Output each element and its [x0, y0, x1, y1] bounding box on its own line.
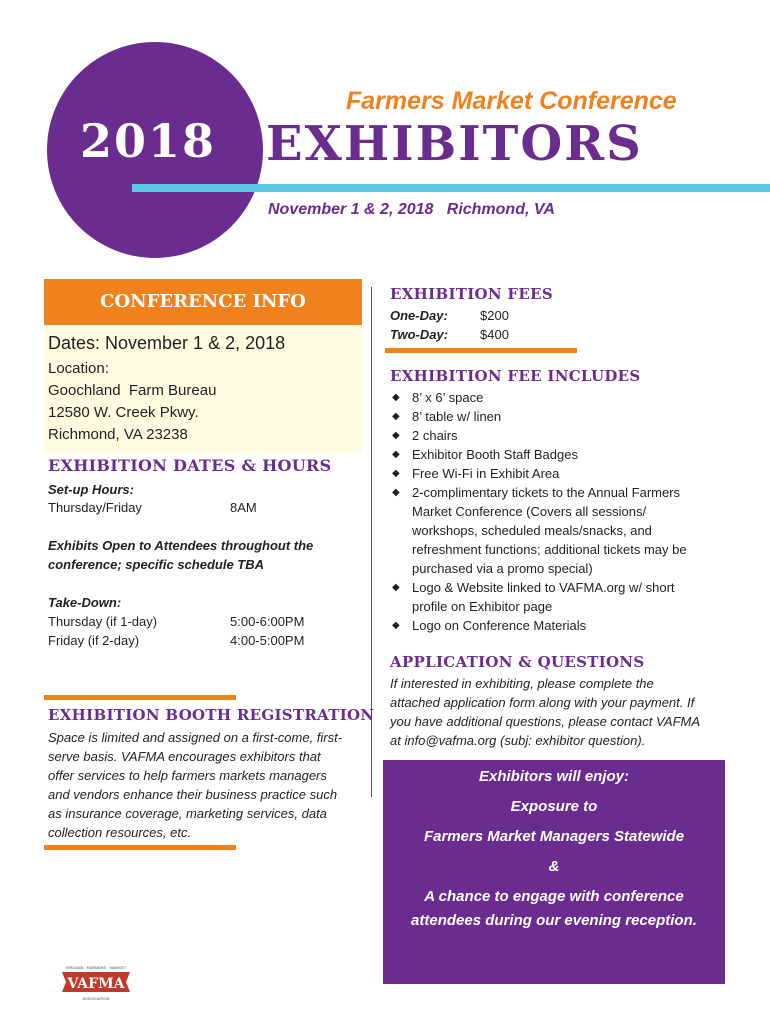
location-line: 12580 W. Creek Pkwy. [48, 404, 199, 421]
application-text-line: attached application form along with your payment. If [390, 695, 695, 710]
conference-info-heading: CONFERENCE INFO [100, 291, 306, 312]
dates-hours-heading: EXHIBITION DATES & HOURS [48, 456, 332, 475]
fee-includes-list [390, 388, 730, 635]
diamond-bullet-icon: ◆ [392, 411, 400, 422]
logo-name: VAFMA [67, 976, 125, 992]
application-text [390, 674, 735, 750]
diamond-bullet-icon: ◆ [392, 582, 400, 593]
application-text-line: If interested in exhibiting, please complete the [390, 676, 654, 691]
exhibitors-title: EXHIBITORS [266, 116, 643, 172]
year-title: 2018 [80, 114, 217, 168]
takedown-time: 5:00-6:00PM [230, 614, 305, 629]
list-item [390, 483, 730, 578]
list-item-text: 2 chairs [412, 428, 458, 443]
booth-text-line: offer services to help farmers markets managers [48, 768, 327, 783]
diamond-bullet-icon: ◆ [392, 449, 400, 460]
list-item [390, 407, 730, 426]
benefits-line: attendees during our evening reception. [411, 912, 697, 929]
booth-registration-heading: EXHIBITION BOOTH REGISTRATION [48, 706, 375, 724]
setup-days: Thursday/Friday [48, 500, 142, 515]
list-item-text: profile on Exhibitor page [412, 599, 553, 614]
fee-label: Two-Day: [390, 327, 449, 342]
benefits-line: A chance to engage with conference [424, 888, 684, 905]
fees-heading: EXHIBITION FEES [390, 285, 553, 303]
booth-text-line: collection resources, etc. [48, 825, 192, 840]
booth-text-line: serve basis. VAFMA encourages exhibitors that [48, 749, 321, 764]
booth-registration-text [48, 728, 366, 842]
list-item [390, 464, 730, 483]
list-item-text: purchased via a promo special) [412, 561, 593, 576]
conference-dates: Dates: November 1 & 2, 2018 [48, 333, 286, 353]
takedown-time: 4:00-5:00PM [230, 633, 305, 648]
fee-price: $200 [480, 308, 509, 323]
list-item-text: workshops, scheduled meals/snacks, and [412, 523, 652, 538]
header-divider [132, 184, 770, 192]
list-item-text: 8’ x 6’ space [412, 390, 484, 405]
booth-text-line: Space is limited and assigned on a first-come, first- [48, 730, 343, 745]
list-item-text: 2-complimentary tickets to the Annual Farmers [412, 485, 681, 500]
event-dates-location: November 1 & 2, 2018 Richmond, VA [268, 201, 555, 218]
benefits-line: Exposure to [510, 798, 598, 815]
list-item-text: 8’ table w/ linen [412, 409, 502, 424]
vafma-logo-mark [58, 962, 134, 1004]
benefits-line: & [548, 858, 560, 875]
list-item-text: Logo & Website linked to VAFMA.org w/ short [412, 580, 675, 595]
list-item [390, 388, 730, 407]
diamond-bullet-icon: ◆ [392, 392, 400, 403]
application-heading: APPLICATION & QUESTIONS [390, 653, 645, 671]
application-text-line: at info@vafma.org (subj: exhibitor question). [390, 733, 646, 748]
diamond-bullet-icon: ◆ [392, 487, 400, 498]
fees-rule [385, 348, 577, 353]
list-item-text: Market Conference (Covers all sessions/ [412, 504, 647, 519]
exhibitor-benefits-box [383, 760, 725, 984]
benefits-line: Farmers Market Managers Statewide [423, 828, 685, 845]
fee-label: One-Day: [390, 308, 448, 323]
list-item-text: Logo on Conference Materials [412, 618, 587, 633]
conference-location [48, 358, 216, 446]
list-item [390, 616, 730, 635]
logo-bottom-text: ASSOCIATION [82, 996, 110, 1001]
list-item [390, 426, 730, 445]
diamond-bullet-icon: ◆ [392, 468, 400, 479]
open-note: conference; specific schedule TBA [48, 557, 265, 572]
location-line: Richmond, VA 23238 [48, 426, 188, 443]
list-item [390, 578, 730, 616]
vafma-logo [58, 962, 134, 1004]
takedown-label: Take-Down: [48, 595, 122, 610]
location-line: Goochland Farm Bureau [48, 382, 217, 399]
list-item-text: refreshment functions; additional tickets may be [412, 542, 687, 557]
fee-includes-heading: EXHIBITION FEE INCLUDES [390, 367, 641, 385]
takedown-day: Thursday (if 1-day) [48, 614, 158, 629]
booth-bottom-rule [44, 845, 236, 850]
list-item-text: Exhibitor Booth Staff Badges [412, 447, 578, 462]
diamond-bullet-icon: ◆ [392, 620, 400, 631]
application-text-line: you have additional questions, please contact VAFMA [390, 714, 701, 729]
conference-title: Farmers Market Conference [346, 87, 677, 115]
booth-top-rule [44, 695, 236, 700]
fee-price: $400 [480, 327, 509, 342]
takedown-day: Friday (if 2-day) [48, 633, 140, 648]
list-item-text: Free Wi-Fi in Exhibit Area [412, 466, 560, 481]
diamond-bullet-icon: ◆ [392, 430, 400, 441]
booth-text-line: and vendors enhance their business practice such [48, 787, 338, 802]
setup-time: 8AM [230, 500, 257, 515]
setup-label: Set-up Hours: [48, 482, 134, 497]
location-label: Location: [48, 360, 109, 377]
list-item [390, 445, 730, 464]
open-note: Exhibits Open to Attendees throughout the [48, 538, 314, 553]
benefits-line: Exhibitors will enjoy: [478, 768, 630, 785]
logo-top-text: VIRGINIA · FARMERS · MARKET [65, 965, 127, 970]
booth-text-line: as insurance coverage, marketing services, data [48, 806, 327, 821]
